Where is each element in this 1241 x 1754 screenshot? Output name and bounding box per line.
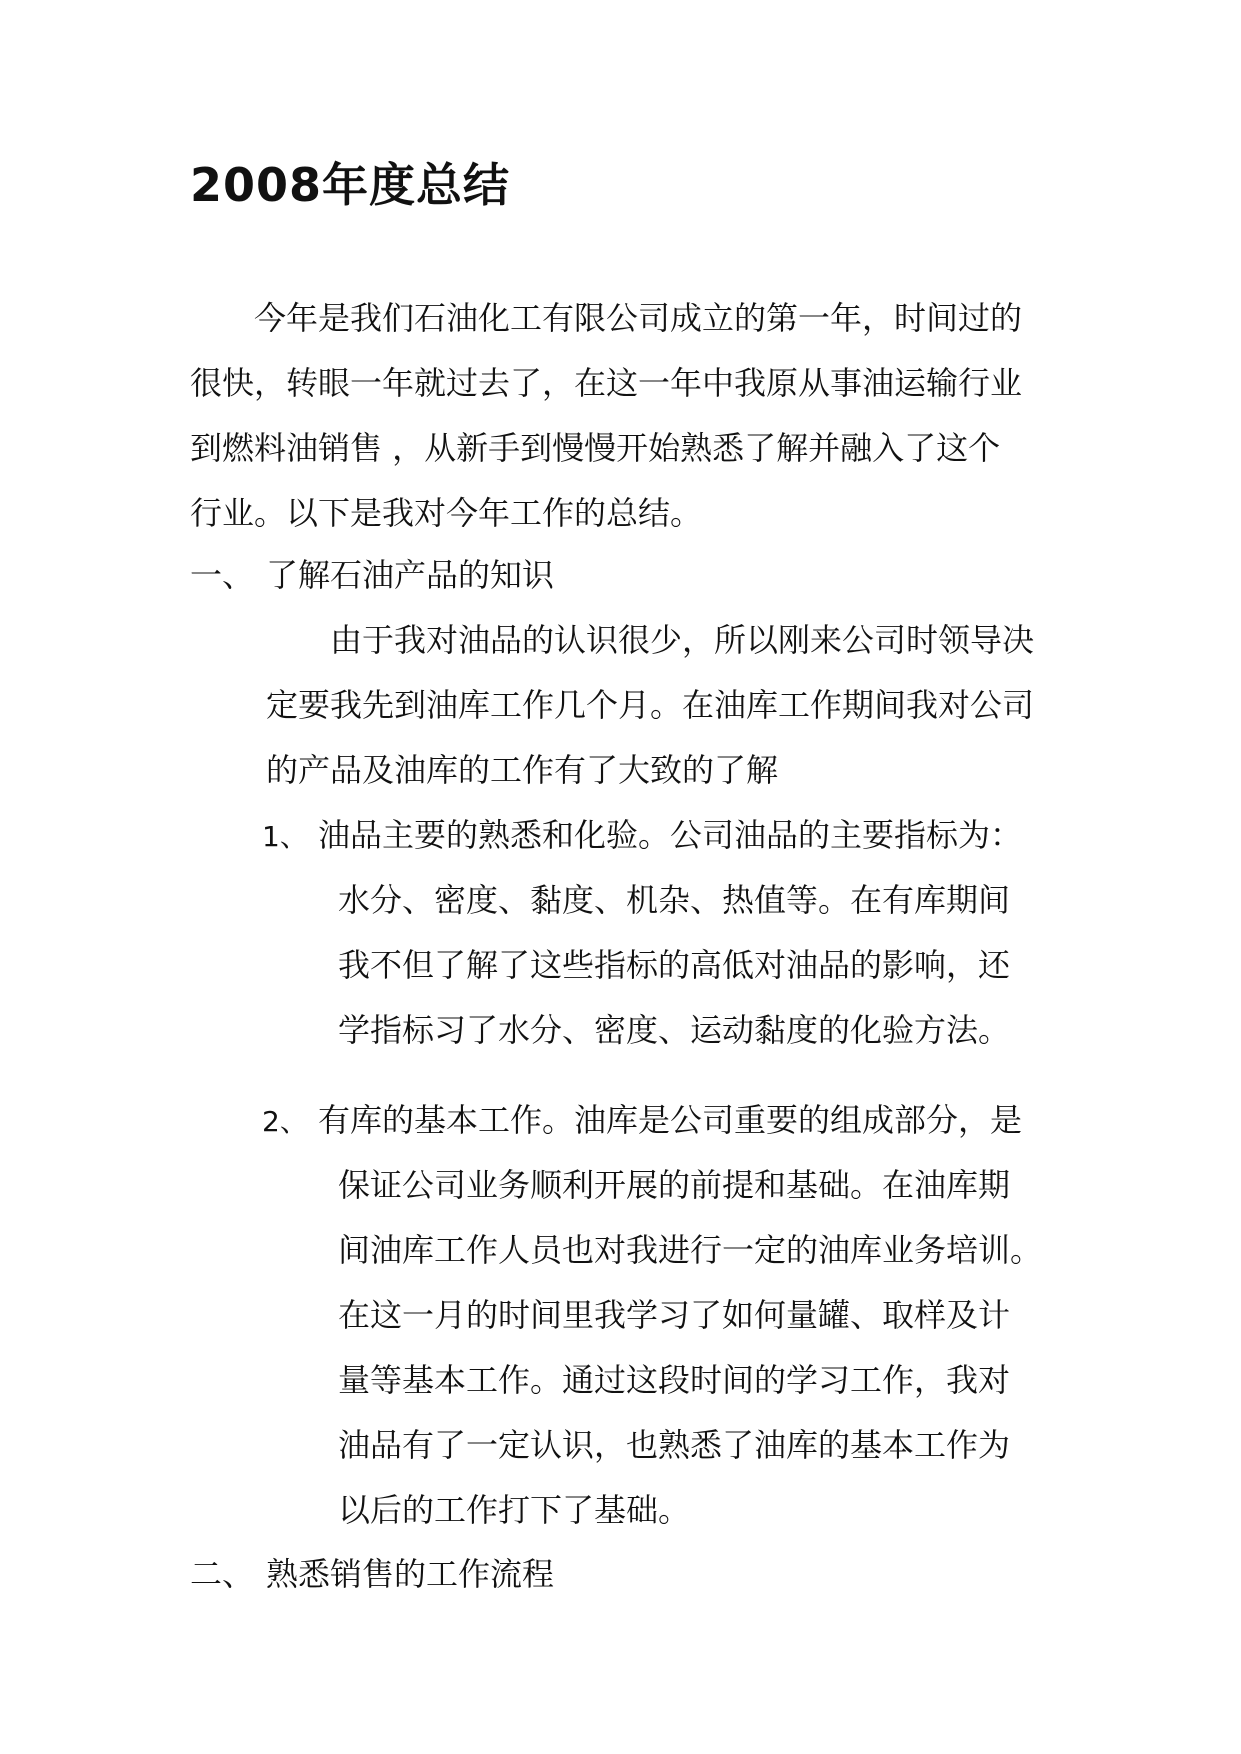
section-1-paragraph xyxy=(266,608,1048,803)
list-item-1-body xyxy=(338,868,1048,1063)
paragraph-line: 以后的工作打下了基础。 xyxy=(338,1491,691,1529)
paragraph-line: 保证公司业务顺利开展的前提和基础。在油库期 xyxy=(338,1166,1011,1204)
paragraph-line: 很快，转眼一年就过去了，在这一年中我原从事油运输行业 xyxy=(190,364,1023,402)
list-number: 2、 xyxy=(262,1105,308,1138)
section-2-heading xyxy=(190,1542,554,1607)
list-item-text: 油品主要的熟悉和化验。公司油品的主要指标为： xyxy=(318,816,1023,854)
section-number: 一、 xyxy=(190,556,255,594)
paragraph-line: 油品有了一定认识，也熟悉了油库的基本工作为 xyxy=(338,1426,1011,1464)
list-number: 1、 xyxy=(262,820,308,853)
paragraph-line: 水分、密度、黏度、机杂、热值等。在有库期间 xyxy=(338,881,1011,919)
document-title: 2008年度总结 xyxy=(190,158,511,212)
section-1-heading xyxy=(190,543,554,608)
section-heading-text: 了解石油产品的知识 xyxy=(266,556,555,594)
paragraph-line: 定要我先到油库工作几个月。在油库工作期间我对公司 xyxy=(266,686,1035,724)
intro-paragraph xyxy=(190,286,1048,546)
list-item-1-lead xyxy=(262,803,1022,869)
paragraph-line: 在这一月的时间里我学习了如何量罐、取样及计 xyxy=(338,1296,1011,1334)
paragraph-line: 今年是我们石油化工有限公司成立的第一年，时间过的 xyxy=(190,299,1023,337)
paragraph-line: 由于我对油品的认识很少，所以刚来公司时领导决 xyxy=(266,621,1035,659)
paragraph-line: 我不但了解了这些指标的高低对油品的影响，还 xyxy=(338,946,1011,984)
paragraph-line: 学指标习了水分、密度、运动黏度的化验方法。 xyxy=(338,1011,1011,1049)
paragraph-line: 到燃料油销售 ，从新手到慢慢开始熟悉了解并融入了这个 xyxy=(190,429,1001,467)
section-number: 二、 xyxy=(190,1555,255,1593)
list-item-text: 有库的基本工作。油库是公司重要的组成部分，是 xyxy=(318,1101,1023,1139)
list-item-2-lead xyxy=(262,1088,1022,1154)
paragraph-line: 行业。以下是我对今年工作的总结。 xyxy=(190,494,703,532)
list-item-2-body xyxy=(338,1153,1048,1543)
paragraph-line: 的产品及油库的工作有了大致的了解 xyxy=(266,751,779,789)
section-heading-text: 熟悉销售的工作流程 xyxy=(266,1555,555,1593)
paragraph-line: 量等基本工作。通过这段时间的学习工作，我对 xyxy=(338,1361,1011,1399)
paragraph-line: 间油库工作人员也对我进行一定的油库业务培训。 xyxy=(338,1231,1043,1269)
